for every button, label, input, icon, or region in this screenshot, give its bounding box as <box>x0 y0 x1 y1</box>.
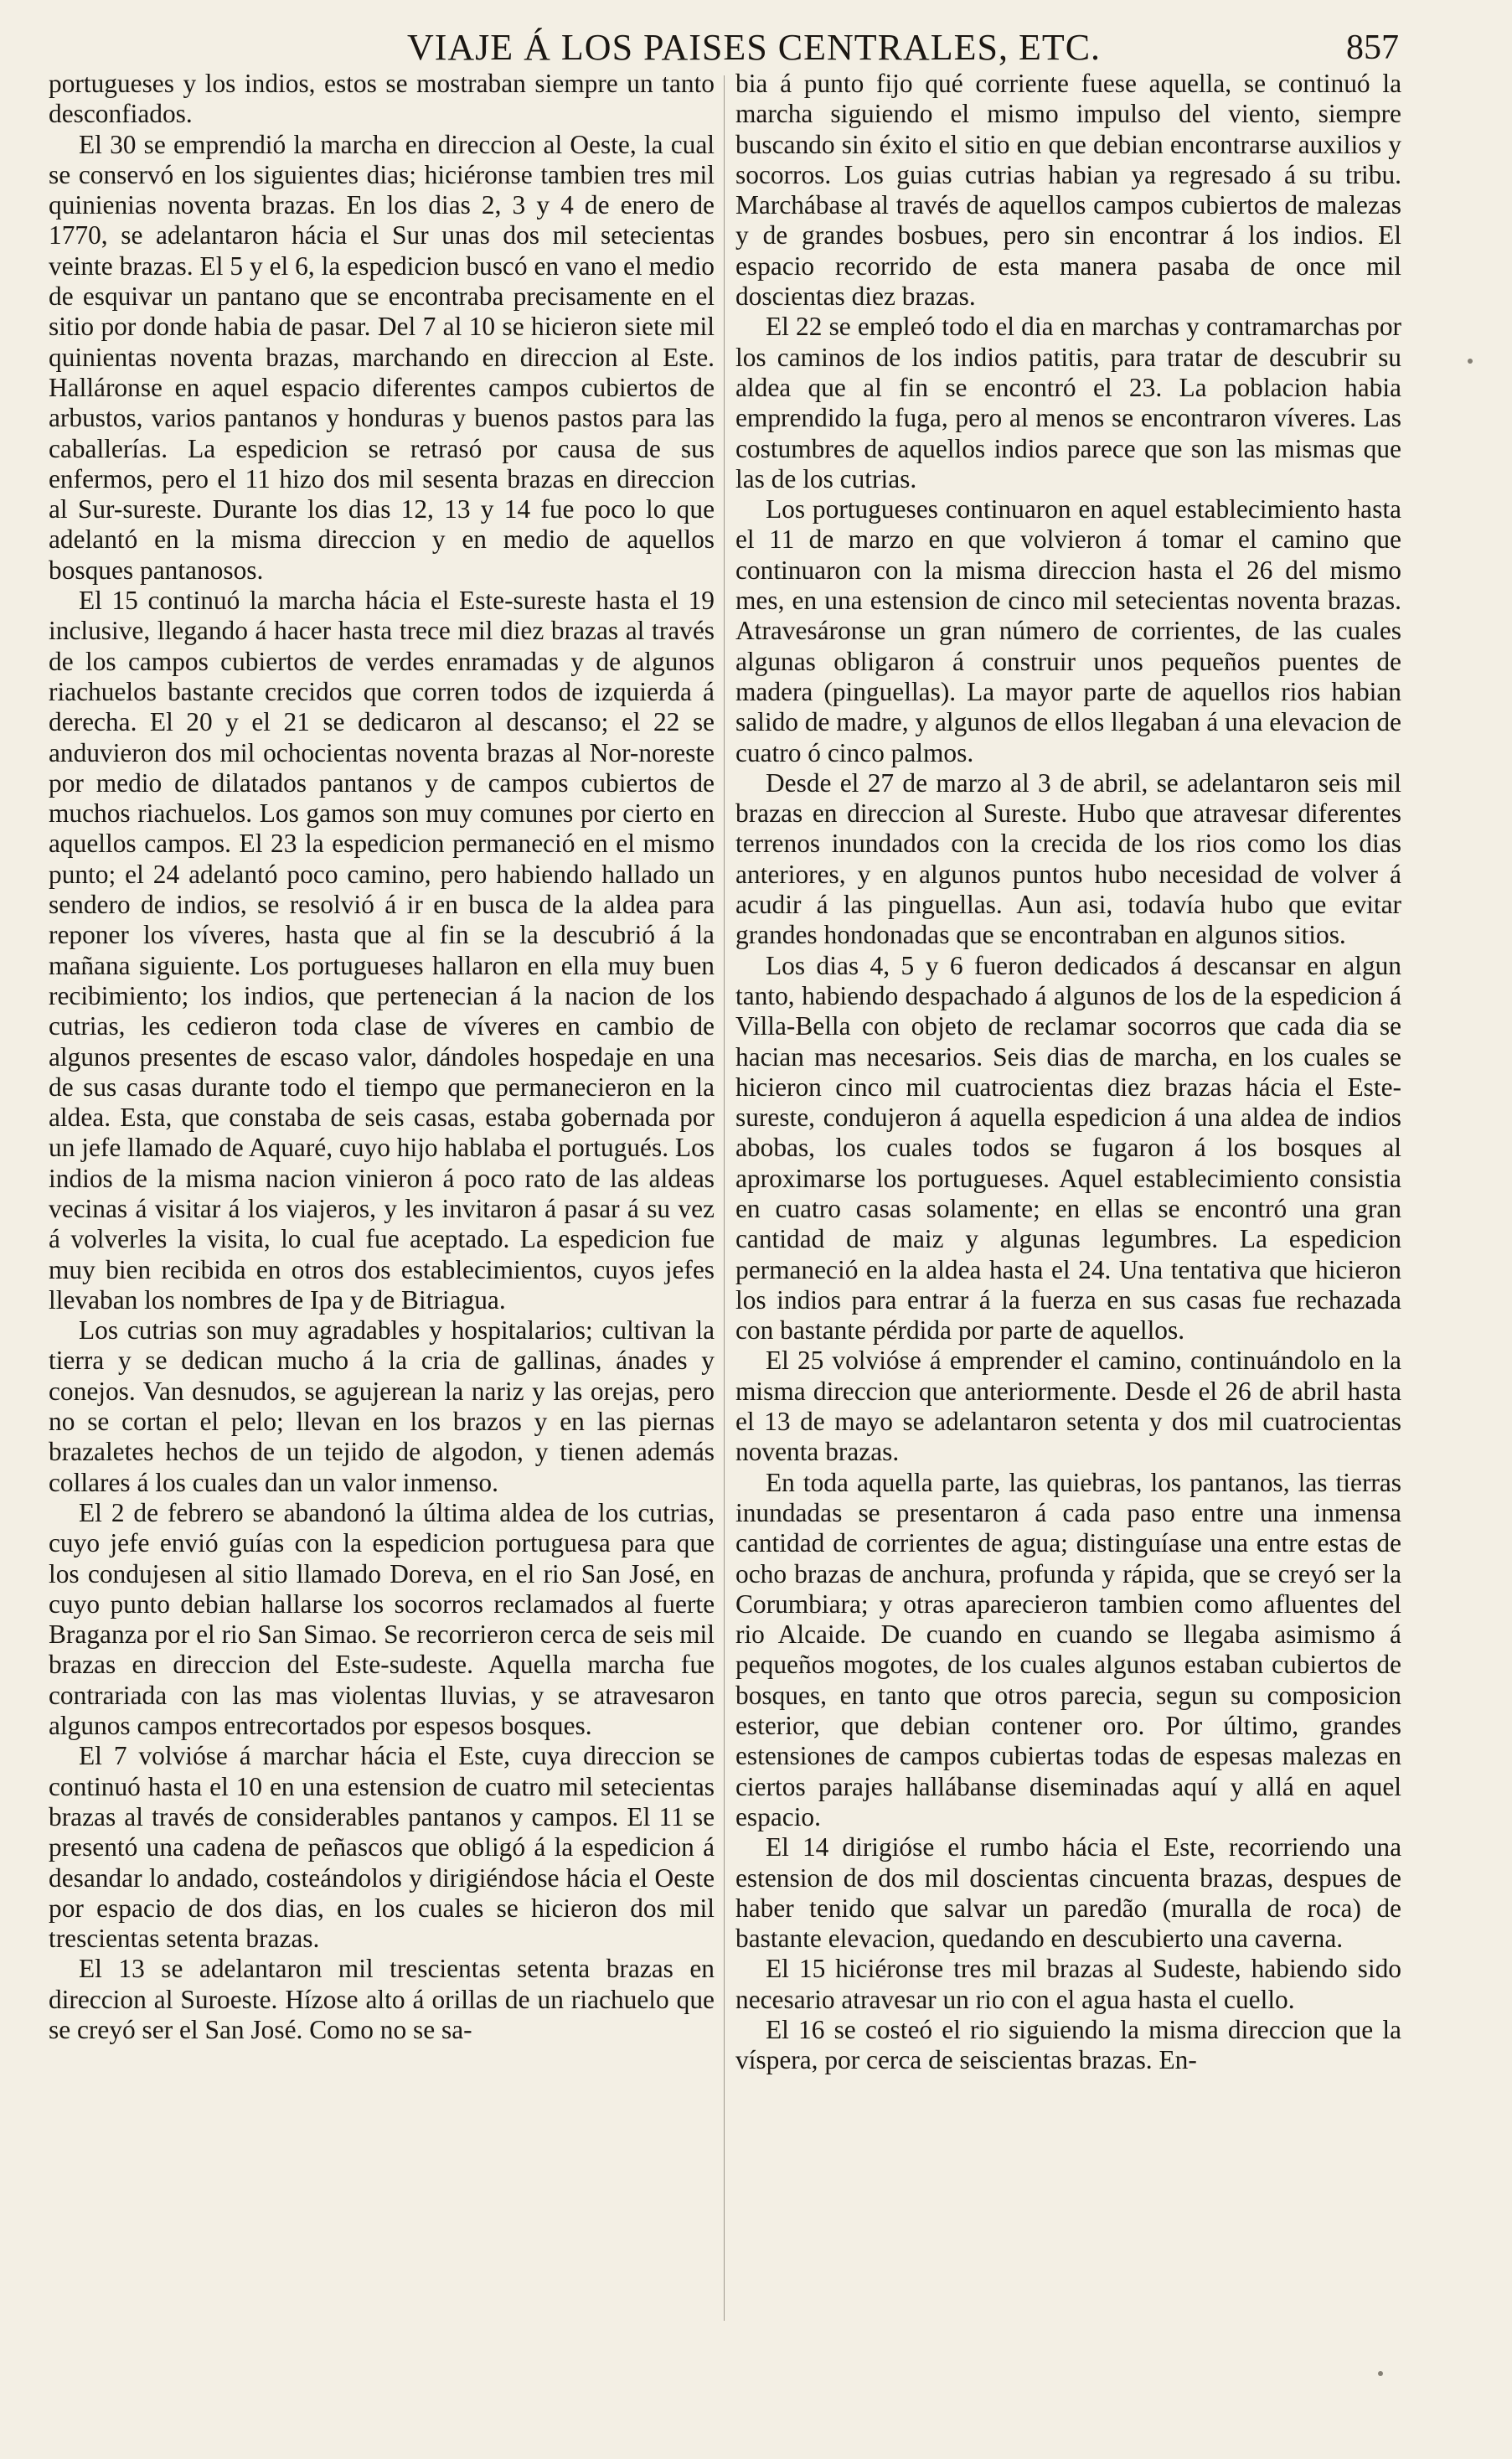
left-column <box>49 69 715 2331</box>
print-speck <box>1468 359 1473 364</box>
paragraph: El 7 volvióse á marchar hácia el Este, cuya direccion se continuó hasta el 10 en una estension de cuatro mil setecientas brazas al través de considerables pantanos y campos. El 11 se presentó una cadena de peñascos que obligó á la espedicion á desandar lo andado, costeándolos y dirigiéndose hácia el Oeste por espacio de dos dias, en los cuales se hicieron dos mil trescientas setenta brazas. <box>49 1741 715 1954</box>
paragraph: El 15 continuó la marcha hácia el Este-sureste hasta el 19 inclusive, llegando á hacer hasta trece mil diez brazas al través de los campos cubiertos de verdes enramadas y de algunos riachuelos bastante crecidos que corren todos de izquierda á derecha. El 20 y el 21 se dedicaron al descanso; el 22 se anduvieron dos mil ochocientas noventa brazas al Nor-noreste por medio de dilatados pantanos y de campos cubiertos de muchos riachuelos. Los gamos son muy comunes por cierto en aquellos campos. El 23 la espedicion permaneció en el mismo punto; el 24 adelantó poco camino, pero habiendo hallado un sendero de indios, se resolvió á ir en busca de la aldea para reponer los víveres, hasta que al fin se la descubrió á la mañana siguiente. Los portugueses hallaron en ella muy buen recibimiento; los indios, que pertenecian á la nacion de los cutrias, les cedieron toda clase de víveres en cambio de algunos presentes de escaso valor, dándoles hospedaje en una de sus casas durante todo el tiempo que permanecieron en la aldea. Esta, que constaba de seis casas, estaba gobernada por un jefe llamado de Aquaré, cuyo hijo hablaba el portugués. Los indios de la misma nacion vinieron á poco rato de las aldeas vecinas á visitar á los viajeros, y les invitaron á pasar á su vez á volverles la visita, lo cual fue aceptado. La espedicion fue muy bien recibida en otros dos establecimientos, cuyos jefes llevaban los nombres de Ipa y de Bitriagua. <box>49 586 715 1315</box>
paragraph: El 30 se emprendió la marcha en direccion al Oeste, la cual se conservó en los siguientes dias; hiciéronse tambien tres mil quinienias noventa brazas. En los dias 2, 3 y 4 de enero de 1770, se adelantaron hácia el Sur unas dos mil setecientas veinte brazas. El 5 y el 6, la espedicion buscó en vano el medio de esquivar un pantano que se encontraba precisamente en el sitio por donde habia de pasar. Del 7 al 10 se hicieron siete mil quinientas noventa brazas, marchando en direccion al Este. Halláronse en aquel espacio diferentes campos cubiertos de arbustos, varios pantanos y honduras y buenos pastos para las caballerías. La espedicion se retrasó por causa de sus enfermos, pero el 11 hizo dos mil sesenta brazas en direccion al Sur-sureste. Durante los dias 12, 13 y 14 fue poco lo que adelantó en la misma direccion y en medio de aquellos bosques pantanosos. <box>49 129 715 585</box>
paragraph: El 16 se costeó el rio siguiendo la misma direccion que la víspera, por cerca de seiscientas brazas. En- <box>735 2015 1401 2075</box>
print-speck <box>1378 2371 1383 2376</box>
paragraph: El 14 dirigióse el rumbo hácia el Este, recorriendo una estension de dos mil doscientas cincuenta brazas, despues de haber tenido que salvar un paredão (muralla de roca) de bastante elevacion, quedando en descubierto una caverna. <box>735 1832 1401 1954</box>
page-number: 857 <box>1346 28 1399 67</box>
paragraph: En toda aquella parte, las quiebras, los pantanos, las tierras inundadas se presentaron á cada paso entre una inmensa cantidad de corrientes de agua; distinguíase una entre estas de ocho brazas de anchura, profunda y rápida, que se creyó ser la Corumbiara; y otras aparecieron tambien como afluentes del rio Alcaide. De cuando en cuando se llegaba asimismo á pequeños mogotes, de los cuales algunos estaban cubiertos de bosques, en tanto que otros parecia, segun su composicion esterior, que debian contener oro. Por último, grandes estensiones de campos cubiertas todas de espesas malezas en ciertos parajes hallábanse diseminadas aquí y allá en aquel espacio. <box>735 1467 1401 1831</box>
page-header <box>0 27 1512 69</box>
paragraph: bia á punto fijo qué corriente fuese aquella, se continuó la marcha siguiendo el mismo impulso del viento, siempre buscando sin éxito el sitio en que debian encontrarse auxilios y socorros. Los guias cutrias habian ya regresado á su tribu. Marchábase al través de aquellos campos cubiertos de malezas y de grandes bosbues, pero sin encontrar á los indios. El espacio recorrido de esta manera pasaba de once mil doscientas diez brazas. <box>735 69 1401 312</box>
paragraph: Los portugueses continuaron en aquel establecimiento hasta el 11 de marzo en que volvieron á tomar el camino que continuaron con la misma direccion hasta el 26 del mismo mes, en una estension de cinco mil setecientas noventa brazas. Atravesáronse un gran número de corrientes, de las cuales algunas obligaron á construir unos pequeños puentes de madera (pinguellas). La mayor parte de aquellos rios habian salido de madre, y algunos de ellos llegaban á una elevacion de cuatro ó cinco palmos. <box>735 494 1401 767</box>
paragraph: El 25 volvióse á emprender el camino, continuándolo en la misma direccion que anteriormente. Desde el 26 de abril hasta el 13 de mayo se adelantaron setenta y dos mil cuatrocientas noventa brazas. <box>735 1346 1401 1467</box>
running-title: VIAJE Á LOS PAISES CENTRALES, ETC. <box>406 27 1102 68</box>
paragraph: Los cutrias son muy agradables y hospitalarios; cultivan la tierra y se dedican mucho á la cria de gallinas, ánades y conejos. Van desnudos, se agujerean la nariz y las orejas, pero no se cortan el pelo; llevan en los brazos y en las piernas brazaletes hechos de un tejido de algodon, y tienen además collares á los cuales dan un valor inmenso. <box>49 1315 715 1497</box>
right-column <box>735 69 1401 2331</box>
paragraph: El 15 hiciéronse tres mil brazas al Sudeste, habiendo sido necesario atravesar un rio con el agua hasta el cuello. <box>735 1954 1401 2014</box>
paragraph: El 22 se empleó todo el dia en marchas y contramarchas por los caminos de los indios patitis, para tratar de descubrir su aldea que al fin se encontró el 23. La poblacion habia emprendido la fuga, pero al menos se encontraron víveres. Las costumbres de aquellos indios parece que son las mismas que las de los cutrias. <box>735 312 1401 493</box>
paragraph: Los dias 4, 5 y 6 fueron dedicados á descansar en algun tanto, habiendo despachado á algunos de los de la espedicion á Villa-Bella con objeto de reclamar socorros que cada dia se hacian mas necesarios. Seis dias de marcha, en los cuales se hicieron cinco mil cuatrocientas diez brazas hácia el Este-sureste, condujeron á aquella espedicion á una aldea de indios abobas, los cuales todos se fugaron á los bosques al aproximarse los portugueses. Aquel establecimiento consistia en cuatro casas solamente; en ellas se encontró una gran cantidad de maiz y algunas legumbres. La espedicion permaneció en la aldea hasta el 24. Una tentativa que hicieron los indios para entrar á la fuerza en sus casas fue rechazada con bastante pérdida por parte de aquellos. <box>735 950 1401 1346</box>
paragraph: El 2 de febrero se abandonó la última aldea de los cutrias, cuyo jefe envió guías con la espedicion portuguesa para que los condujesen al sitio llamado Doreva, en el rio San José, en cuyo punto debian hallarse los socorros reclamados al fuerte Braganza por el rio San Simao. Se recorrieron cerca de seis mil brazas en direccion del Este-sudeste. Aquella marcha fue contrariada con las mas violentas lluvias, y se atravesaron algunos campos entrecortados por espesos bosques. <box>49 1497 715 1741</box>
paragraph: Desde el 27 de marzo al 3 de abril, se adelantaron seis mil brazas en direccion al Sureste. Hubo que atravesar diferentes terrenos inundados con la crecida de los rios como los dias anteriores, y en algunos puntos hubo necesidad de volver á acudir á las pinguellas. Aun asi, todavía hubo que evitar grandes hondonadas que se encontraban en algunos sitios. <box>735 767 1401 950</box>
column-divider <box>724 75 725 2321</box>
paragraph: portugueses y los indios, estos se mostraban siempre un tanto desconfiados. <box>49 69 715 129</box>
paragraph: El 13 se adelantaron mil trescientas setenta brazas en direccion al Suroeste. Hízose alto á orillas de un riachuelo que se creyó ser el San José. Como no se sa- <box>49 1954 715 2044</box>
